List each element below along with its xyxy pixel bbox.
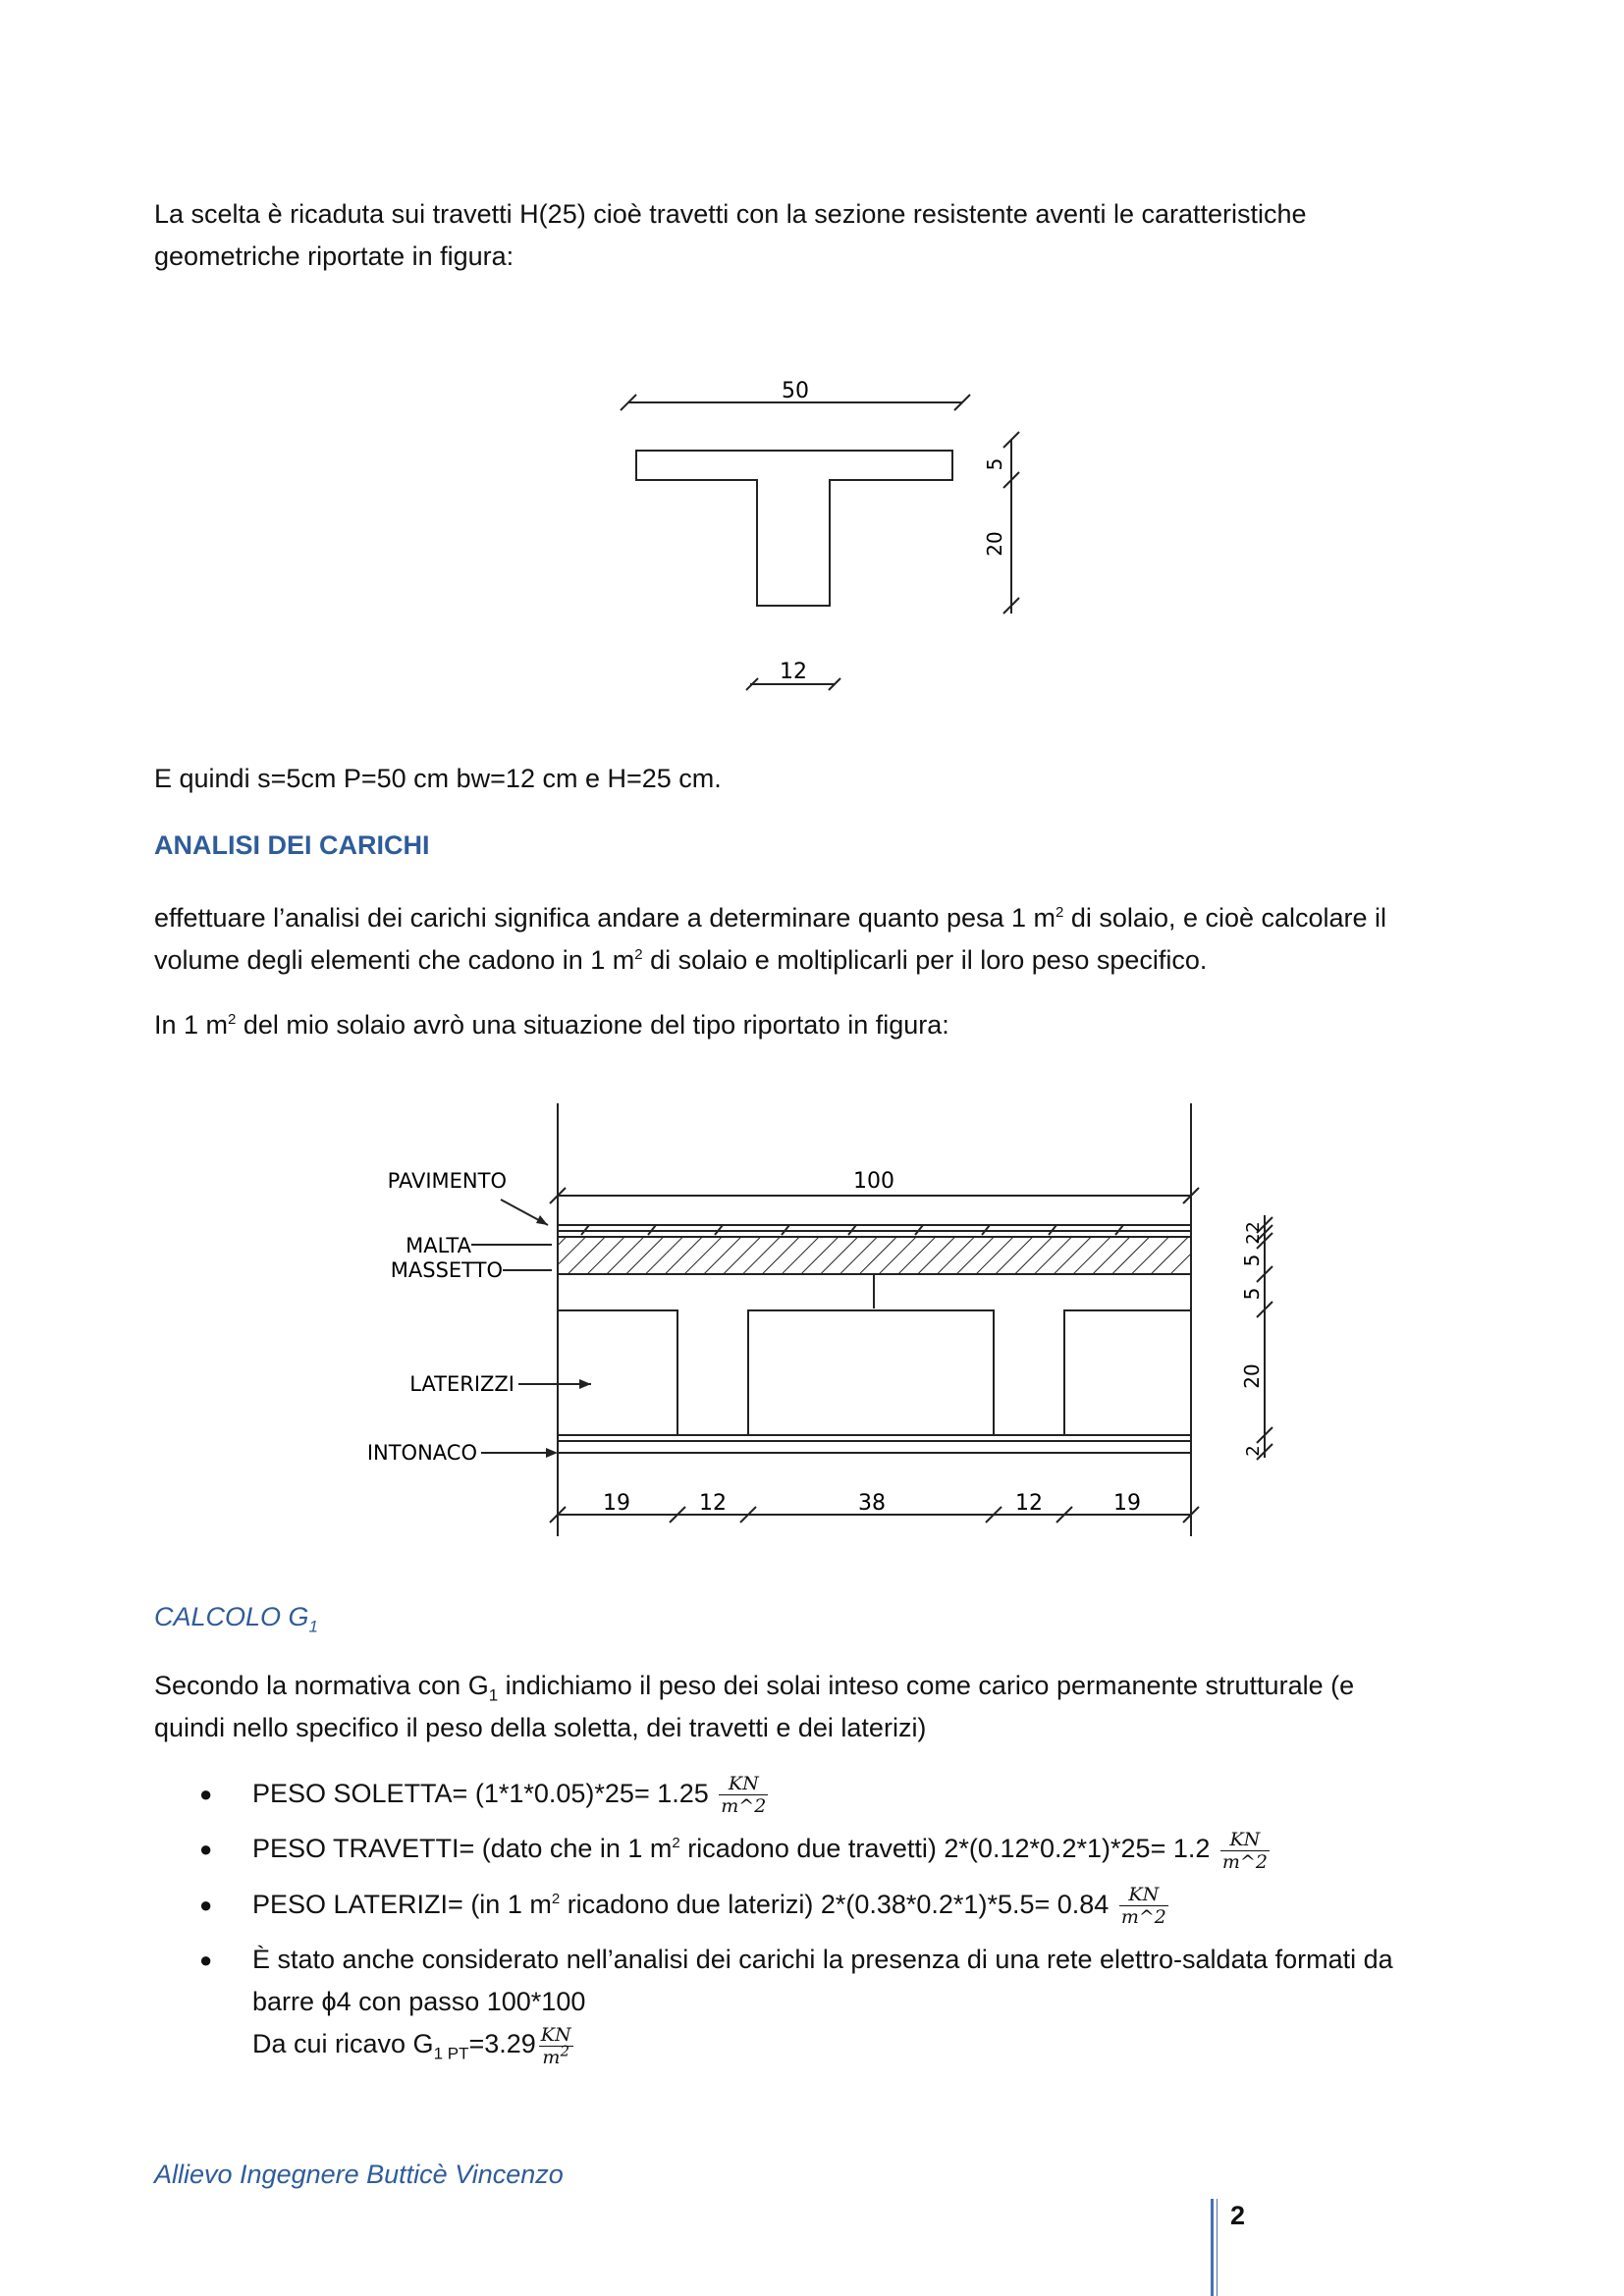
t-dim-web-width: 12 — [780, 660, 807, 684]
analisi-line-1 — [154, 897, 1470, 939]
dim-right: 5 — [1240, 1254, 1264, 1267]
load-item-travetti — [154, 1828, 1480, 1872]
label-massetto: MASSETTO — [390, 1258, 503, 1282]
dim-bottom: 19 — [1113, 1491, 1141, 1516]
dim-right: 2 — [1243, 1233, 1264, 1245]
analisi-text: di solaio e moltiplicarli per il loro peso specifico. — [642, 945, 1208, 975]
unit-denominator — [539, 2042, 573, 2068]
bullet-icon: ● — [199, 1892, 213, 1917]
result-text: Da cui ricavo G — [252, 2029, 434, 2059]
label-intonaco: INTONACO — [366, 1441, 477, 1465]
unit-numerator: KN — [1119, 1884, 1168, 1906]
calcolo-paragraph — [154, 1665, 1470, 1749]
t-dim-width: 50 — [782, 379, 809, 403]
superscript: 2 — [634, 946, 643, 963]
subscript: 1 — [308, 1617, 319, 1636]
result-value: =3.29 — [468, 2029, 536, 2059]
floor-section-figure — [324, 1090, 1306, 1561]
intro-paragraph — [154, 193, 1470, 278]
bullet-icon: ● — [199, 1782, 213, 1806]
analisi-text: volume degli elementi che cadono in 1 m — [154, 945, 635, 975]
dim-bottom: 38 — [858, 1491, 886, 1516]
dim-total: 100 — [853, 1169, 894, 1194]
superscript: 2 — [551, 1890, 561, 1907]
superscript: 2 — [228, 1011, 237, 1028]
page-number: 2 — [1230, 2201, 1246, 2230]
superscript: 2 — [1056, 904, 1064, 921]
bullet-icon: ● — [199, 1837, 213, 1862]
t-dim-flange: 5 — [983, 457, 1006, 471]
calcolo-text: Secondo la normativa con G — [154, 1671, 489, 1700]
rete-line-2: barre ϕ4 con passo 100*100 — [252, 1987, 586, 2017]
load-text: PESO TRAVETTI= (dato che in 1 m — [252, 1834, 673, 1864]
t-dim-web-height: 20 — [983, 531, 1006, 557]
dims-sentence: E quindi s=5cm P=50 cm bw=12 cm e H=25 cm. — [154, 764, 722, 793]
intro-line-1: La scelta è ricaduta sui travetti H(25) cioè travetti con la sezione resistente aventi le caratteristiche — [154, 199, 1307, 229]
bullet-icon: ● — [199, 1948, 213, 1973]
analisi-text: In 1 m — [154, 1010, 229, 1040]
load-text: PESO SOLETTA= (1*1*0.05)*25= 1.25 — [252, 1779, 709, 1808]
unit-numerator: KN — [1220, 1829, 1270, 1851]
load-text: ricadono due travetti) 2*(0.12*0.2*1)*25= 1.2 — [679, 1834, 1211, 1864]
calcolo-text: indichiamo il peso dei solai inteso come carico permanente strutturale (e — [498, 1671, 1355, 1700]
analisi-text: di solaio, e cioè calcolare il — [1063, 903, 1387, 933]
analisi-text: del mio solaio avrò una situazione del tipo riportato in figura: — [236, 1010, 949, 1040]
analisi-paragraph — [154, 897, 1470, 982]
superscript: 2 — [672, 1835, 680, 1852]
page-bar — [1211, 2199, 1214, 2296]
rete-line-1: È stato anche considerato nell’analisi dei carichi la presenza di una rete elettro-saldata formati da — [252, 1945, 1393, 1975]
unit-fraction — [719, 1773, 768, 1817]
result-line — [252, 2023, 1480, 2067]
unit-fraction — [1220, 1829, 1270, 1873]
calcolo-heading — [154, 1602, 319, 1636]
unit-denominator: m^2 — [1120, 1906, 1166, 1929]
analisi-paragraph-2 — [154, 1004, 1470, 1046]
load-item-laterizi — [154, 1884, 1480, 1928]
subscript: 1 — [488, 1685, 499, 1705]
footer-author: Allievo Ingegnere Butticè Vincenzo — [154, 2160, 564, 2189]
label-laterizzi: LATERIZZI — [409, 1372, 514, 1396]
dim-bottom: 12 — [699, 1491, 727, 1516]
load-text: PESO LATERIZI= (in 1 m — [252, 1889, 552, 1919]
load-text: ricadono due laterizi) 2*(0.38*0.2*1)*5.5= 0.84 — [560, 1889, 1110, 1919]
unit-den-base: m — [542, 2046, 561, 2068]
unit-numerator: KN — [719, 1773, 768, 1795]
analisi-text: effettuare l’analisi dei carichi significa andare a determinare quanto pesa 1 m — [154, 903, 1056, 933]
intro-line-2: geometriche riportate in figura: — [154, 241, 514, 271]
dim-right: 2 — [1243, 1221, 1264, 1233]
load-item-rete — [154, 1939, 1480, 2067]
superscript: 2 — [560, 2042, 569, 2060]
page-bar-thin — [1217, 2199, 1218, 2296]
dim-right: 2 — [1243, 1445, 1264, 1457]
t-section-figure — [589, 363, 1041, 707]
subscript: 1 PT — [433, 2044, 469, 2063]
dim-bottom: 12 — [1015, 1491, 1043, 1516]
unit-fraction — [539, 2024, 573, 2068]
label-pavimento: PAVIMENTO — [387, 1169, 507, 1193]
unit-fraction — [1119, 1884, 1168, 1928]
load-item-soletta — [154, 1773, 1480, 1817]
label-malta: MALTA — [406, 1234, 471, 1257]
analisi-heading: ANALISI DEI CARICHI — [154, 830, 430, 860]
dim-bottom: 19 — [603, 1491, 630, 1516]
unit-denominator: m^2 — [721, 1795, 767, 1818]
calcolo-line-2: quindi nello specifico il peso della soletta, dei travetti e dei laterizi) — [154, 1713, 927, 1742]
load-list — [154, 1773, 1480, 2079]
unit-denominator: m^2 — [1221, 1850, 1268, 1873]
unit-numerator: KN — [540, 2023, 571, 2046]
analisi-line-2 — [154, 939, 1470, 982]
dim-right: 20 — [1240, 1363, 1264, 1389]
dim-right: 5 — [1240, 1287, 1264, 1301]
calcolo-heading-text: CALCOLO G — [154, 1602, 309, 1631]
calcolo-line-1 — [154, 1665, 1470, 1707]
